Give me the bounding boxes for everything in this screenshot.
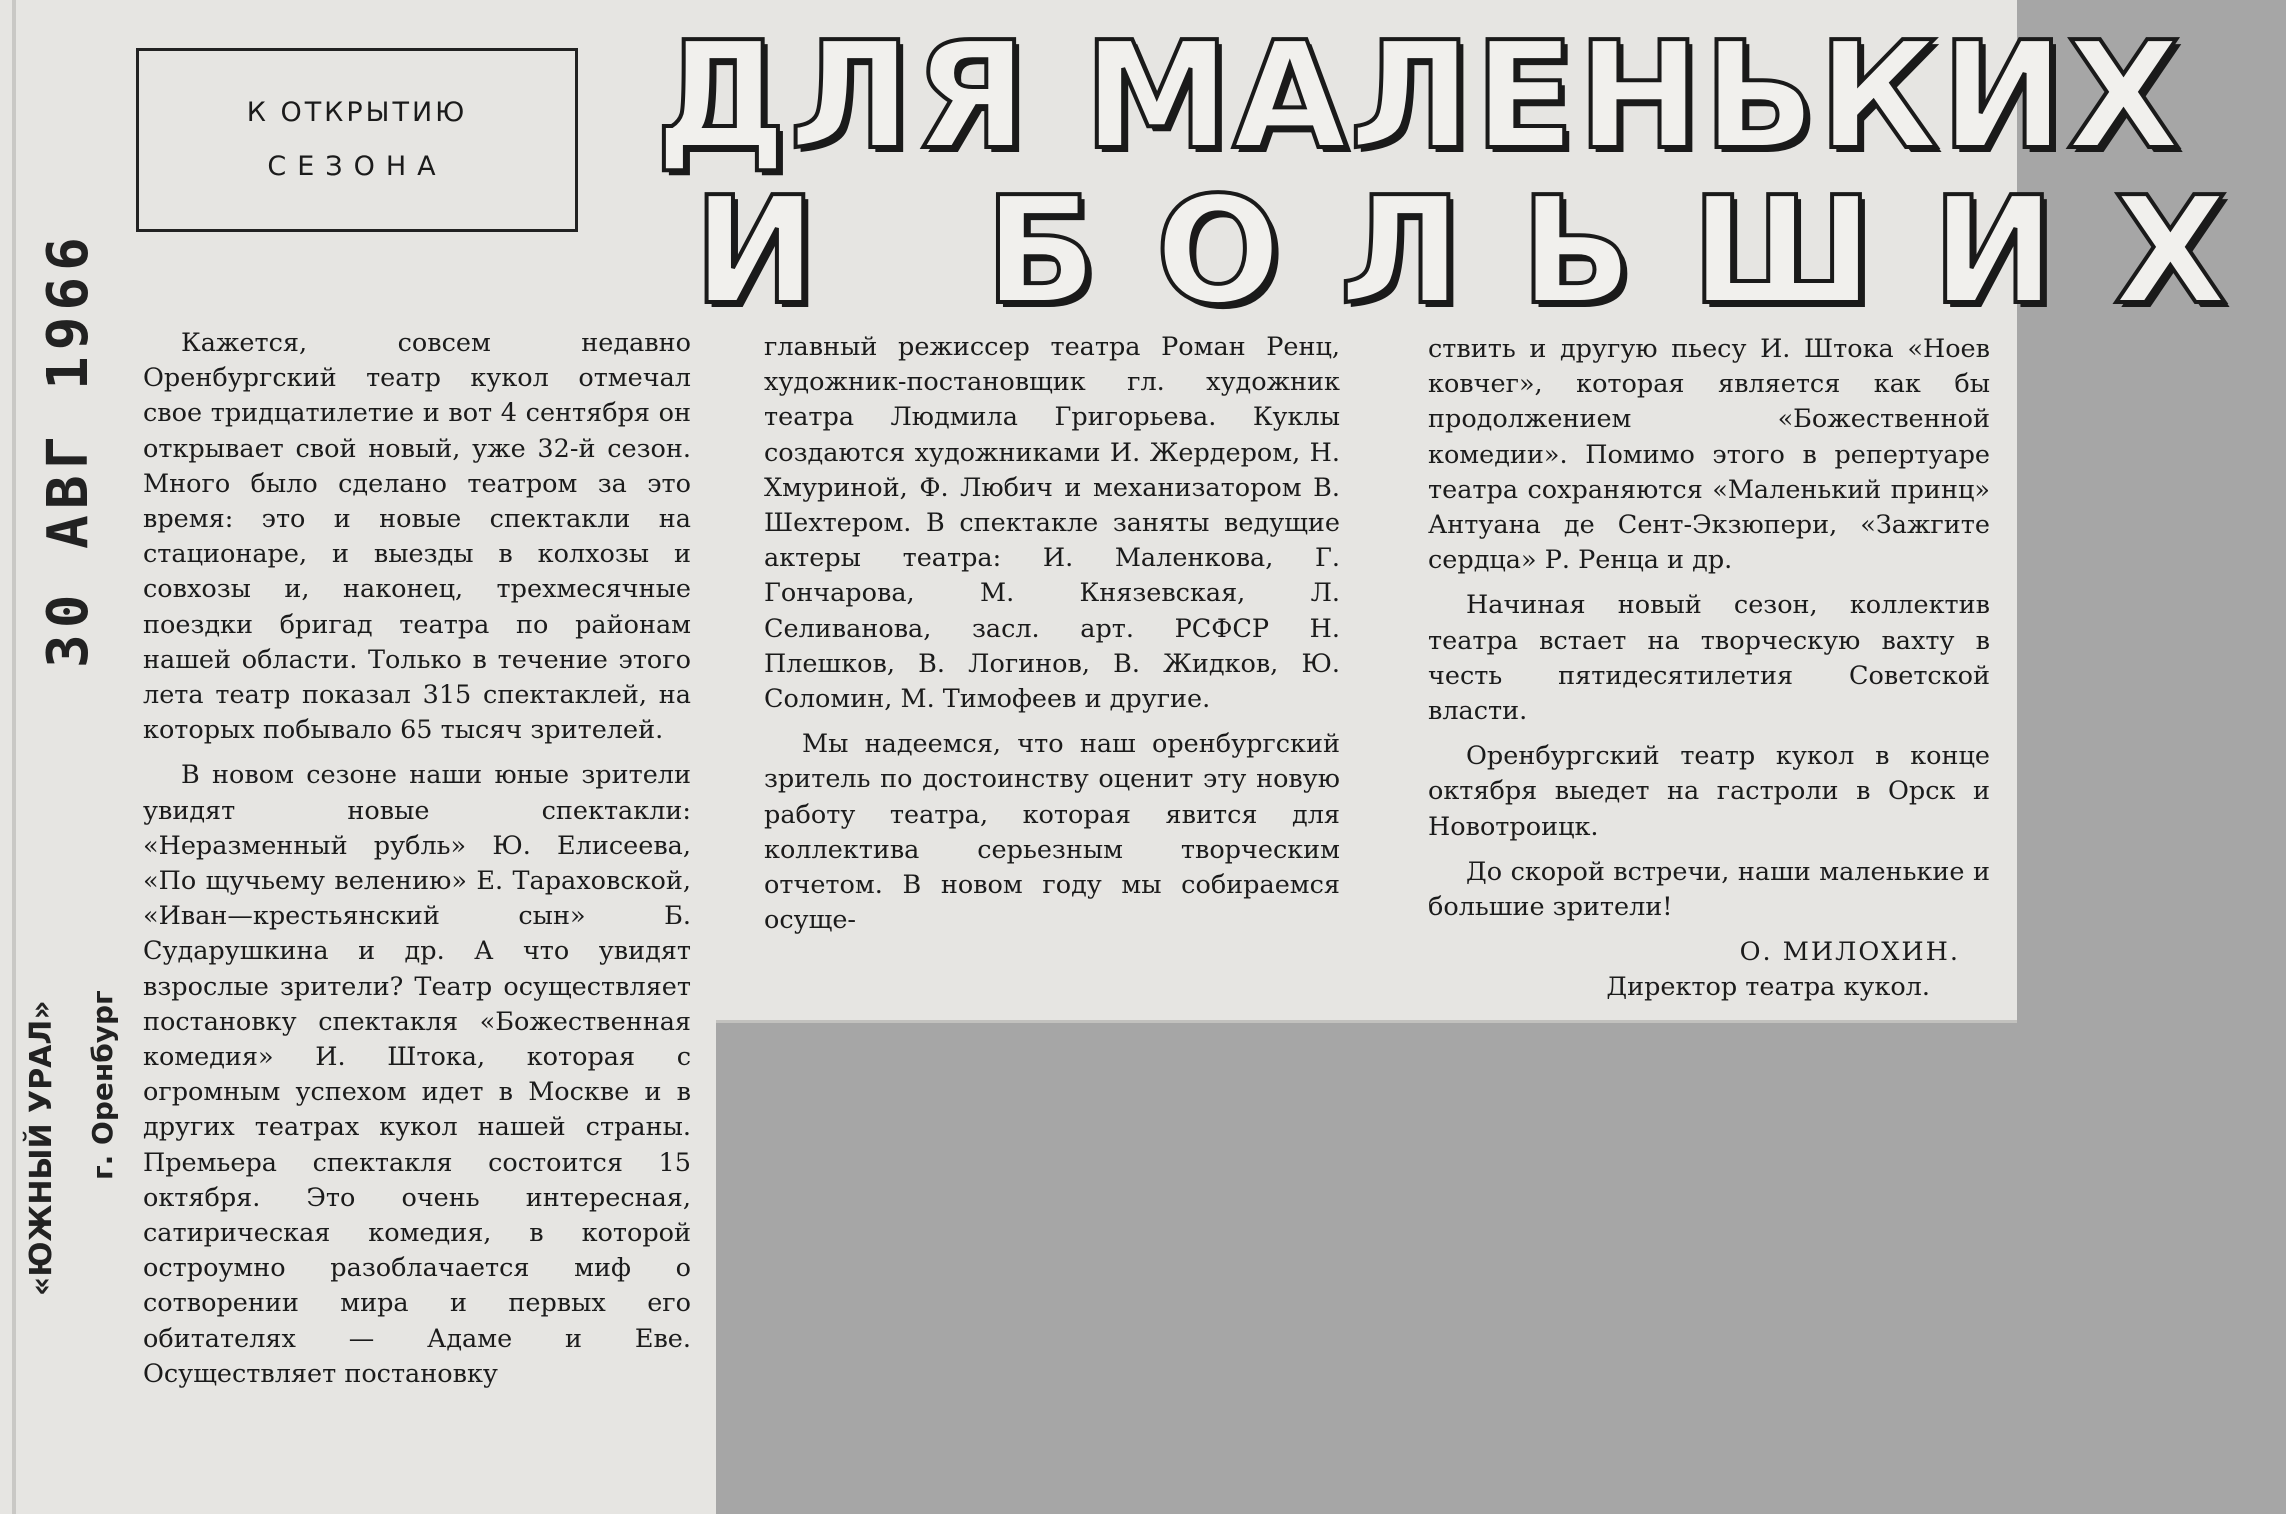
clipping-edge: [12, 0, 16, 1514]
article-column-1: [143, 326, 691, 1402]
signature: [1428, 935, 1990, 1005]
paragraph: ствить и другую пьесу И. Штока «Ноев ковчег», которая является как бы продолжением «Божественной комедии». Помимо этого в репертуаре театра сохраняются «Маленький принц» Антуана де Сент-Экзюпери, «Зажгите сердца» Р. Ренца и др.: [1428, 334, 1990, 576]
paragraph: Мы надеемся, что наш оренбургский зритель по достоинству оценит эту новую работу театра, которая явится для коллектива серьезным творческим отчетом. В новом году мы собираемся осуще-: [764, 729, 1340, 936]
paragraph: Оренбургский театр кукол в конце октября выедет на гастроли в Орск и Новотроицк.: [1428, 741, 1990, 842]
paragraph: главный режиссер театра Роман Ренц, художник-постановщик гл. художник театра Людмила Григорьева. Куклы создаются художниками И. Жердером, Н. Хмуриной, Ф. Любич и механизатором В. Шехтером. В спектакле заняты ведущие актеры театра: И. Маленкова, Г. Гончарова, М. Князевская, Л. Селиванова, засл. арт. РСФСР Н. Плешков, В. Логинов, В. Жидков, Ю. Соломин, М. Тимофеев и другие.: [764, 332, 1340, 715]
rubric-box: [136, 48, 578, 232]
headline-line-2: И БОЛЬШИХ: [693, 165, 2286, 337]
newspaper-stamp: «ЮЖНЫЙ УРАЛ»: [24, 1000, 59, 1296]
article-column-3: [1428, 332, 1990, 1006]
paragraph: Кажется, совсем недавно Оренбургский театр кукол отмечал свое тридцатилетие и вот 4 сентября он открывает свой новый, уже 32-й сезон. Много было сделано театром за это время: это и новые спектакли на стационаре, и выезды в колхозы и совхозы и, наконец, трехмесячные поездки бригад театра по районам нашей области. Только в течение этого лета театр показал 315 спектаклей, на которых побывало 65 тысяч зрителей.: [143, 328, 691, 746]
rubric-line-2: СЕЗОНА: [267, 151, 447, 182]
paragraph: В новом сезоне наши юные зрители увидят новые спектакли: «Неразменный рубль» Ю. Елисеева, «По щучьему велению» Е. Тараховской, «Иван—крестьянский сын» Б. Сударушкина и др. А что увидят взрослые зрители? Театр осуществляет постановку спектакля «Божественная комедия» И. Штока, которая с огромным успехом идет в Москве и в других театрах кукол нашей страны. Премьера спектакля состоится 15 октября. Это очень интересная, сатирическая комедия, в которой остроумно разоблачается миф о сотворении мира и первых его обитателях — Адаме и Еве. Осуществляет постановку: [143, 760, 691, 1389]
rubric-line-1: К ОТКРЫТИЮ: [246, 97, 468, 128]
city-stamp: г. Оренбург: [86, 990, 119, 1180]
clipping-bottom-edge: [716, 1020, 2017, 1023]
author-name: О. МИЛОХИН.: [1739, 937, 1960, 968]
headline-line-1: ДЛЯ МАЛЕНЬКИХ: [655, 10, 2183, 182]
date-stamp: 30 АВГ 1966: [36, 231, 101, 668]
paragraph: До скорой встречи, наши маленькие и большие зрители!: [1428, 856, 1990, 923]
author-role: Директор театра кукол.: [1606, 972, 1930, 1003]
article-column-2: [764, 330, 1340, 948]
paragraph: Начиная новый сезон, коллектив театра встает на творческую вахту в честь пятидесятилетия Советской власти.: [1428, 590, 1990, 727]
